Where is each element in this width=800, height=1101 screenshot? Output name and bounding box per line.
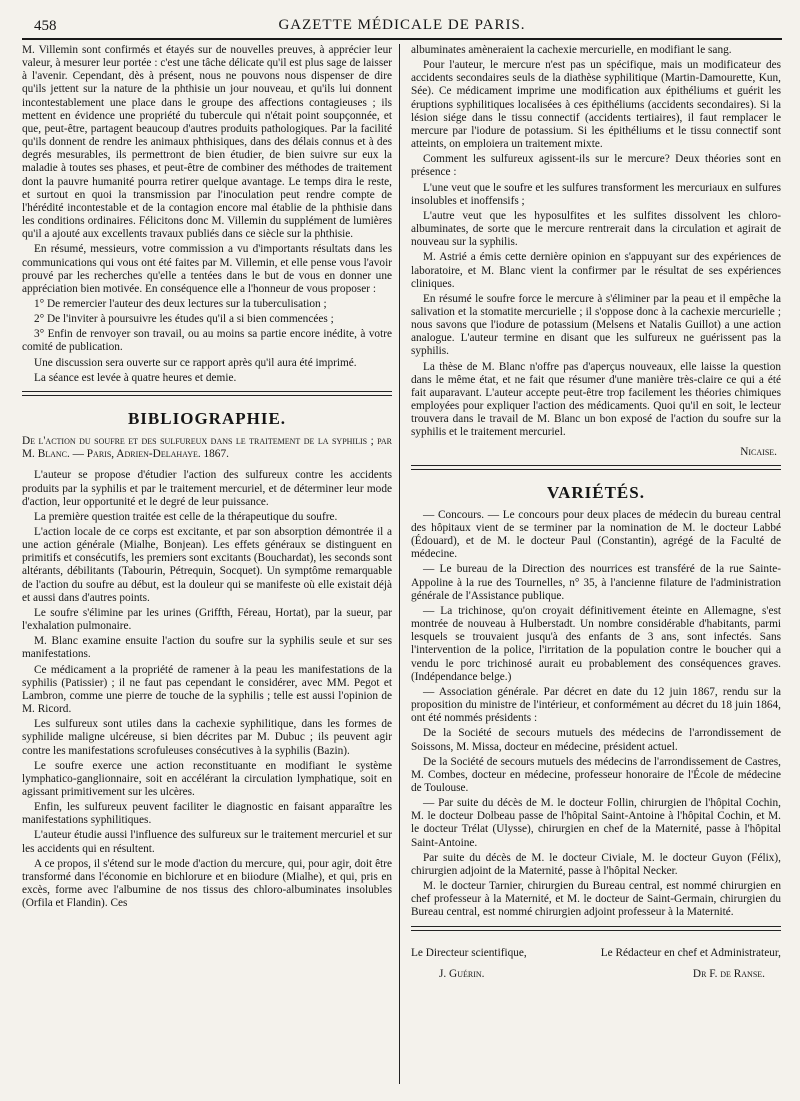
news-item: Par suite du décès de M. le docteur Civiale, M. le docteur Guyon (Félix), chirurgien adjoint de la Maternité, passe à l'hôpital Necker. — [411, 851, 781, 877]
column-rule — [399, 44, 400, 1084]
review-paragraph: La première question traitée est celle de la thérapeutique du soufre. — [34, 510, 338, 523]
director-name: J. Guérin. — [439, 967, 485, 980]
review-paragraph: L'autre veut que les hyposulfites et les sulfites dissolvent les chloro-albuminates, de sorte que le mercure rentrerait dans la circulation et agirait de nouveau sur la syphilis. — [411, 209, 781, 249]
footer-divider — [411, 926, 781, 931]
article-paragraph: 2° De l'inviter à poursuivre les études qu'il a si bien commencées ; — [34, 313, 334, 326]
section-divider — [411, 465, 781, 470]
editorial-footer — [411, 947, 781, 981]
review-signature: Nicaise. — [740, 445, 777, 458]
news-item: — Le bureau de la Direction des nourrices est transféré de la rue Sainte-Appoline à la rue des Tournelles, n° 35, à l'ancienne filature de l'administration générale de l'Assistance publique. — [411, 563, 781, 602]
review-paragraph: Enfin, les sulfureux peuvent faciliter le diagnostic en faisant apparaître les manifestations syphilitiques. — [22, 801, 392, 827]
article-paragraph: Une discussion sera ouverte sur ce rapport après qu'il aura été imprimé. — [34, 356, 357, 369]
review-paragraph: L'une veut que le soufre et les sulfures transforment les mercuriaux en sulfures insolubles et inoffensifs ; — [411, 181, 781, 207]
director-role: Le Directeur scientifique, — [411, 946, 527, 959]
review-paragraph: En résumé le soufre force le mercure à s'éliminer par la peau et il empêche la salivation et la stomatite mercurielle ; il s'oppose donc à la cachexie mercurielle ; nous savons que l'iodure de potassium (Melsens et Natalis Guillot) a une action analogue. L'auteur termine en disant que les sulfureux ne guérissent pas la syphilis. — [411, 292, 781, 358]
review-paragraph: Le soufre s'élimine par les urines (Griffth, Féreau, Hortat), par la sueur, par l'exhalation pulmonaire. — [22, 606, 392, 633]
news-item: — Association générale. Par décret en date du 12 juin 1867, rendu sur la proposition du ministre de l'intérieur, et conformément au décret du 18 juin 1864, ont été nommés présidents : — [411, 685, 781, 725]
news-item: — Par suite du décès de M. le docteur Follin, chirurgien de l'hôpital Cochin, M. le docteur Dolbeau passe de l'hôpital Saint-Antoine à l'hôpital Cochin, et M. le docteur Trélat (Ulysse), chirurgien en chef de la Maternité, passe à l'hôpital Saint-Antoine. — [411, 797, 781, 849]
section-title-varietes: VARIÉTÉS. — [547, 482, 645, 502]
article-paragraph: En résumé, messieurs, votre commission a vu d'importants résultats dans les communications qui vous ont été faites par M. Villemin, et elle pense vous l'avoir prouvé par les recherches qu'elle a tentées dans le but de vous en donner une appréciation bien motivée. En conséquence elle a l'honneur de vous proposer : — [22, 243, 392, 295]
editor-name: Dr F. de Ranse. — [692, 967, 765, 980]
book-reference: De l'action du soufre et des sulfureux dans le traitement de la syphilis ; par M. Blanc. — Paris, Adrien-Delahaye. 1867. — [22, 435, 392, 461]
journal-title: GAZETTE MÉDICALE DE PARIS. — [278, 17, 526, 33]
review-paragraph: Les sulfureux sont utiles dans la cachexie syphilitique, dans les formes de syphilide maligne ulcéreuse, si bien décrites par M. Dubuc ; ils peuvent agir contre les manifestations scrofuleuses consécutives à la syphilis (Bazin). — [22, 718, 392, 757]
news-item: — La trichinose, qu'on croyait définitivement éteinte en Allemagne, s'est montrée de nouveau à Hulberstadt. Un nombre considérable d'habitants, parmi lesquels se trouvaient jusqu'à des enfants de 3 ans, sont infectés. Sans l'intervention de la police, l'irritation de la population contre le boucher qui a vendu le porc trichinosé aurait eu probablement des conséquences graves. (Indépendance belge.) — [411, 604, 781, 683]
page-header — [22, 12, 782, 40]
article-paragraph: La séance est levée à quatre heures et demie. — [34, 371, 237, 384]
review-paragraph: L'auteur étudie aussi l'influence des sulfureux sur le traitement mercuriel et sur les accidents qui en résultent. — [22, 829, 392, 855]
review-paragraph: albuminates amèneraient la cachexie mercurielle, en modifiant le sang. — [411, 44, 732, 56]
review-paragraph: Le soufre exerce une action reconstituante en modifiant le système lymphatico-ganglionnaire, soit en accélérant la circulation lymphatique, soit en agissant primitivement sur les ulcères. — [22, 759, 392, 798]
review-paragraph: A ce propos, il s'étend sur le mode d'action du mercure, qui, pour agir, doit être transformé dans l'économie en bichlorure et en biiodure (Mialhe), et qui, pris en excès, forme avec l'albumine de nos tissus des chloro-albuminates insolubles (Orfila et Flandin). Ces — [22, 857, 392, 910]
review-paragraph: La thèse de M. Blanc n'offre pas d'aperçus nouveaux, elle laisse la question dans le même état, et ne fait que résumer d'une manière très-claire ce qui a été fait auparavant. L'auteur accepte peut-être trop facilement les théories chimiques employées pour expliquer l'action des médicaments. Quoi qu'il en soit, le lecteur trouvera dans le travail de M. Blanc un bon exposé de l'action du soufre sur la syphilis et le traitement mercuriel. — [411, 360, 781, 439]
article-paragraph: 1° De remercier l'auteur des deux lectures sur la tuberculisation ; — [34, 297, 327, 310]
news-item: De la Société de secours mutuels des médecins de l'arrondissement de Castres, M. Combes, docteur en médecine, professeur honoraire de l'École de médecine de Toulouse. — [411, 755, 781, 794]
news-item: M. le docteur Tarnier, chirurgien du Bureau central, est nommé chirurgien en chef professeur à la Maternité, et M. le docteur de Saint-Germain, chirurgien du Bureau central, est nommé chirurgien adjoint professeur à la Maternité. — [411, 880, 781, 919]
section-divider — [22, 391, 392, 396]
review-paragraph: Comment les sulfureux agissent-ils sur le mercure? Deux théories sont en présence : — [411, 153, 781, 179]
review-paragraph: Pour l'auteur, le mercure n'est pas un spécifique, mais un modificateur des accidents secondaires seuls de la diathèse syphilitique (Martin-Damourette, Kun, Sée). Ce médicament imprime une modification aux épithéliums et guérit les éruptions syphilitiques localisées à ces épithéliums (accidents secondaires). Si la lésion siége dans le tissu connectif (accidents tertiaires), il faut remplacer le mercure par l'iodure de potassium. Si les épithéliums et le tissu connectif sont atteints, on emploiera un traitement mixte. — [411, 59, 781, 151]
right-column — [411, 44, 781, 981]
review-paragraph: Ce médicament a la propriété de ramener à la peau les manifestations de la syphilis (Patissier) ; il ne faut pas cependant le considérer, avec MM. Pegot et Lambron, comme une pierre de touche de la syphilis ; telle est aussi l'opinion de M. Ricord. — [22, 663, 392, 716]
news-item: De la Société de secours mutuels des médecins de l'arrondissement de Soissons, M. Missa, docteur en médecine, président actuel. — [411, 727, 781, 753]
article-paragraph: 3° Enfin de renvoyer son travail, ou au moins sa partie encore inédite, à votre comité de publication. — [22, 328, 392, 354]
news-item: — Concours. — Le concours pour deux places de médecin du bureau central des hôpitaux vient de se terminer par la nomination de M. le docteur Labbé (Édouard), et de M. le docteur Paul (Constantin), agrégé de la Faculté de médecine. — [411, 508, 781, 561]
left-column — [22, 44, 392, 912]
review-paragraph: L'auteur se propose d'étudier l'action des sulfureux contre les accidents produits par la syphilis et par le traitement mercuriel, et de déterminer leur mode d'action, leur opportunité et le degré de leur puissance. — [22, 469, 392, 508]
review-paragraph: L'action locale de ce corps est excitante, et par son absorption démontrée il a une action générale (Mialhe, Bonjean). Les effets généraux se distinguent en primitifs et consécutifs, les premiers sont excitants (Bouchardat), les seconds sont altérants, débilitants (Tabourin, Pétrequin, Socquet). Un symptôme remarquable de l'action du soufre au début, est la douleur qui se manifeste où elle existait déjà et aussi dans d'autres points. — [22, 526, 392, 604]
section-title-bibliographie: BIBLIOGRAPHIE. — [127, 408, 287, 428]
review-paragraph: M. Blanc examine ensuite l'action du soufre sur la syphilis seule et sur ses manifestations. — [22, 635, 392, 661]
page-number: 458 — [34, 18, 57, 34]
editor-role: Le Rédacteur en chef et Administrateur, — [600, 946, 781, 959]
article-paragraph: M. Villemin sont confirmés et étayés sur de nouvelles preuves, à apprécier leur valeur, à mesurer leur portée : c'est une tâche délicate qu'il est plus sage de laisser à l'avenir. Cependant, dès à présent, nous ne pouvons nous dispenser de dire qu'ils jettent sur la nature de la phthisie un jour nouveau, et qu'ils lui donnent incontestablement une place dans le groupe des affections contagieuses ; ils mettent en évidence une propriété du tubercule qui n'était point soupçonnée, et que, peut-être, partagent beaucoup d'autres produits pathologiques. Par la facilité qu'ils donnent de rendre les animaux phthisiques, dans des délais connus et à des degrés mesurables, ils permettront de bien étudier, de bien suivre sur eux la maladie à toutes ses phases, et peut-être de combiner des méthodes de traitement dont la pauvre humanité pourra retirer quelque avantage. Le temps dira le reste, et surtout en quoi la transmission par l'inoculation peut rendre compte de l'hérédité incontestable et de la contagion encore mal établie de la phthisie dans les conditions ordinaires. Félicitons donc M. Villemin du supplément de lumières qu'il a ajouté aux excellents travaux publiés dans ce siècle sur la phthisie. — [22, 44, 392, 241]
review-paragraph: M. Astrié a émis cette dernière opinion en s'appuyant sur des expériences de laboratoire, et M. Blanc vient la confirmer par le résultat de ses expériences cliniques. — [411, 251, 781, 290]
